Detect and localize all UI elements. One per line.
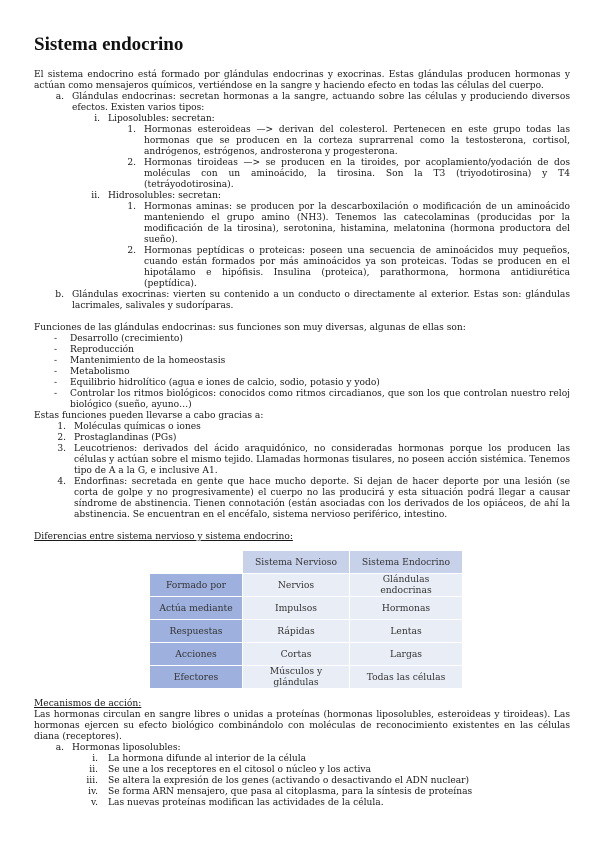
list-text: Desarrollo (crecimiento) [70,334,183,344]
list-text: Hormonas tiroideas —> se producen en la tiroides, por acoplamiento/yodación de dos moléculas con un aminoácido, la tirosina. Son la T3 (triyodotirosina) y T4 (tetráyodotirosina). [144,158,570,190]
list-marker: 2. [127,246,136,256]
via-intro: Estas funciones pueden llevarse a cabo gracias a: [34,411,264,421]
table-header-row [150,551,463,574]
table-cell: Nervios [243,574,350,597]
list-marker: i. [94,114,100,124]
list-marker: a. [55,92,64,102]
list-marker: iii. [86,776,98,786]
mechanisms-paragraph: Las hormonas circulan en sangre libres o unidas a proteínas (hormonas liposolubles, esteroideas y tiroideas). Las hormonas ejercen su efecto biológico combinándolo con moléculas de reconocimiento existentes en las células diana (receptores). [34,710,570,742]
list-item [34,433,570,444]
table-title: Diferencias entre sistema nervioso y sistema endocrino: [34,532,293,542]
table-cell: Todas las células [350,666,463,689]
list-item [34,389,570,411]
list-text: Glándulas endocrinas: secretan hormonas a la sangre, actuando sobre las células y produciendo diversos efectos. Existen varios tipos: [72,92,570,113]
list-marker: i. [92,754,98,764]
list-marker: a. [55,743,64,753]
table-cell: Rápidas [243,620,350,643]
row-label: Respuestas [150,620,243,643]
list-item [34,743,570,754]
list-item [108,202,570,246]
table-row [150,643,463,666]
list-item [34,356,570,367]
dash-marker: - [54,378,58,388]
list-item [34,367,570,378]
list-item [108,158,570,191]
list-text: Endorfinas: secretada en gente que hace mucho deporte. Si dejan de hacer deporte por una lesión (se corta de golpe y no progresivamente) el cuerpo no las producirá y esta situación podrá llegar a causar síndrome de abstinencia. Tienen connotación (están asociadas con los derivados de los opiáceos, de ahí la abstinencia. Se encuentran en el encéfalo, sistema nervioso periférico, intestino. [74,477,570,520]
dash-marker: - [54,367,58,377]
list-text: Reproducción [70,345,134,355]
row-label: Efectores [150,666,243,689]
list-item [34,92,570,114]
dash-marker: - [54,345,58,355]
list-item [34,345,570,356]
table-cell: Cortas [243,643,350,666]
list-marker: v. [91,798,98,808]
list-item [34,776,570,787]
list-text: Hormonas liposolubles: [72,743,181,753]
dash-marker: - [54,334,58,344]
mechanisms-title: Mecanismos de acción: [34,699,142,709]
list-marker: ii. [89,765,98,775]
list-marker: 2. [127,158,136,168]
table-cell: Impulsos [243,597,350,620]
list-text: Leucotrienos: derivados del ácido araquidónico, no consideradas hormonas porque los producen las células y actúan sobre el mismo tejido. Llamadas hormonas tisulares, no poseen acción sistémica. Tenemos tipo de A a la G, e inclusive A1. [74,444,570,476]
list-item [34,378,570,389]
table-row [150,620,463,643]
list-text: Mantenimiento de la homeostasis [70,356,226,366]
list-text: Equilibrio hidrolítico (agua e iones de calcio, sodio, potasio y yodo) [70,378,380,388]
list-marker: 2. [57,433,66,443]
table-row [150,574,463,597]
table-cell: Lentas [350,620,463,643]
table-header: Sistema Endocrino [350,551,463,574]
table-cell: Hormonas [350,597,463,620]
list-text: Glándulas exocrinas: vierten su contenido a un conducto o directamente al exterior. Estas son: glándulas lacrimales, salivales y sudoríparas. [72,290,570,311]
list-marker: 1. [127,125,136,135]
list-text: Se une a los receptores en el citosol o núcleo y los activa [108,765,371,775]
dash-marker: - [54,356,58,366]
list-item [34,444,570,477]
page-title: Sistema endocrino [34,34,184,55]
functions-intro: Funciones de las glándulas endocrinas: sus funciones son muy diversas, algunas de ellas son: [34,323,466,333]
table-row [150,597,463,620]
list-item [34,754,570,765]
list-text: La hormona difunde al interior de la célula [108,754,307,764]
list-item [34,477,570,521]
list-item [34,422,570,433]
intro-paragraph: El sistema endocrino está formado por glándulas endocrinas y exocrinas. Estas glándulas producen hormonas y actúan como mensajeros químicos, vertiéndose en la sangre y haciendo efecto en todas las células del cuerpo. [34,70,570,91]
dash-marker: - [54,389,58,399]
list-text: Hormonas esteroideas —> derivan del colesterol. Pertenecen en este grupo todas las hormonas que se producen en la corteza suprarrenal como la testosterona, cortisol, andrógenos, estrógenos, androsterona y progesterona. [144,125,570,157]
list-item [34,765,570,776]
list-text: Se forma ARN mensajero, que pasa al citoplasma, para la síntesis de proteínas [108,787,473,797]
list-text: Metabolismo [70,367,130,377]
list-marker: b. [55,290,64,300]
list-marker: iv. [88,787,98,797]
row-label: Acciones [150,643,243,666]
list-text: Hidrosolubles: secretan: [108,191,221,201]
list-text: Moléculas químicas o iones [74,422,201,432]
list-item [72,191,570,202]
list-item [34,334,570,345]
list-text: Hormonas peptídicas o proteicas: poseen una secuencia de aminoácidos muy pequeños, cuando están formados por más aminoácidos ya son proteicas. Todas se producen en el hipotálamo e hipófisis. Insulina (proteica), parathormona, hormona antidiurética (peptídica). [144,246,570,289]
row-label: Actúa mediante [150,597,243,620]
list-item [34,787,570,798]
list-marker: 4. [57,477,66,487]
row-label: Formado por [150,574,243,597]
list-item [108,125,570,158]
list-text: Controlar los ritmos biológicos: conocidos como ritmos circadianos, que son los que controlan nuestro reloj biológico (sueño, ayuno…) [70,389,570,410]
list-text: Liposolubles: secretan: [108,114,215,124]
list-marker: ii. [91,191,100,201]
list-item [34,290,570,312]
table-cell: Largas [350,643,463,666]
table-cell: Músculos y glándulas [243,666,350,689]
comparison-table [149,550,463,689]
table-corner [150,551,243,574]
list-item [72,114,570,125]
list-item [108,246,570,290]
list-text: Las nuevas proteínas modifican las actividades de la célula. [108,798,384,808]
table-header: Sistema Nervioso [243,551,350,574]
list-marker: 3. [57,444,66,454]
table-row [150,666,463,689]
table-cell: Glándulas endocrinas [350,574,463,597]
list-marker: 1. [57,422,66,432]
list-item [34,798,570,809]
list-marker: 1. [127,202,136,212]
list-text: Hormonas aminas: se producen por la descarboxilación o modificación de un aminoácido manteniendo el grupo amino (NH3). Tenemos las catecolaminas (producidas por la modificación de la tirosina), serotonina, histamina, melatonina (hormona productora del sueño). [144,202,570,245]
list-text: Se altera la expresión de los genes (activando o desactivando el ADN nuclear) [108,776,470,786]
list-text: Prostaglandinas (PGs) [74,433,177,443]
